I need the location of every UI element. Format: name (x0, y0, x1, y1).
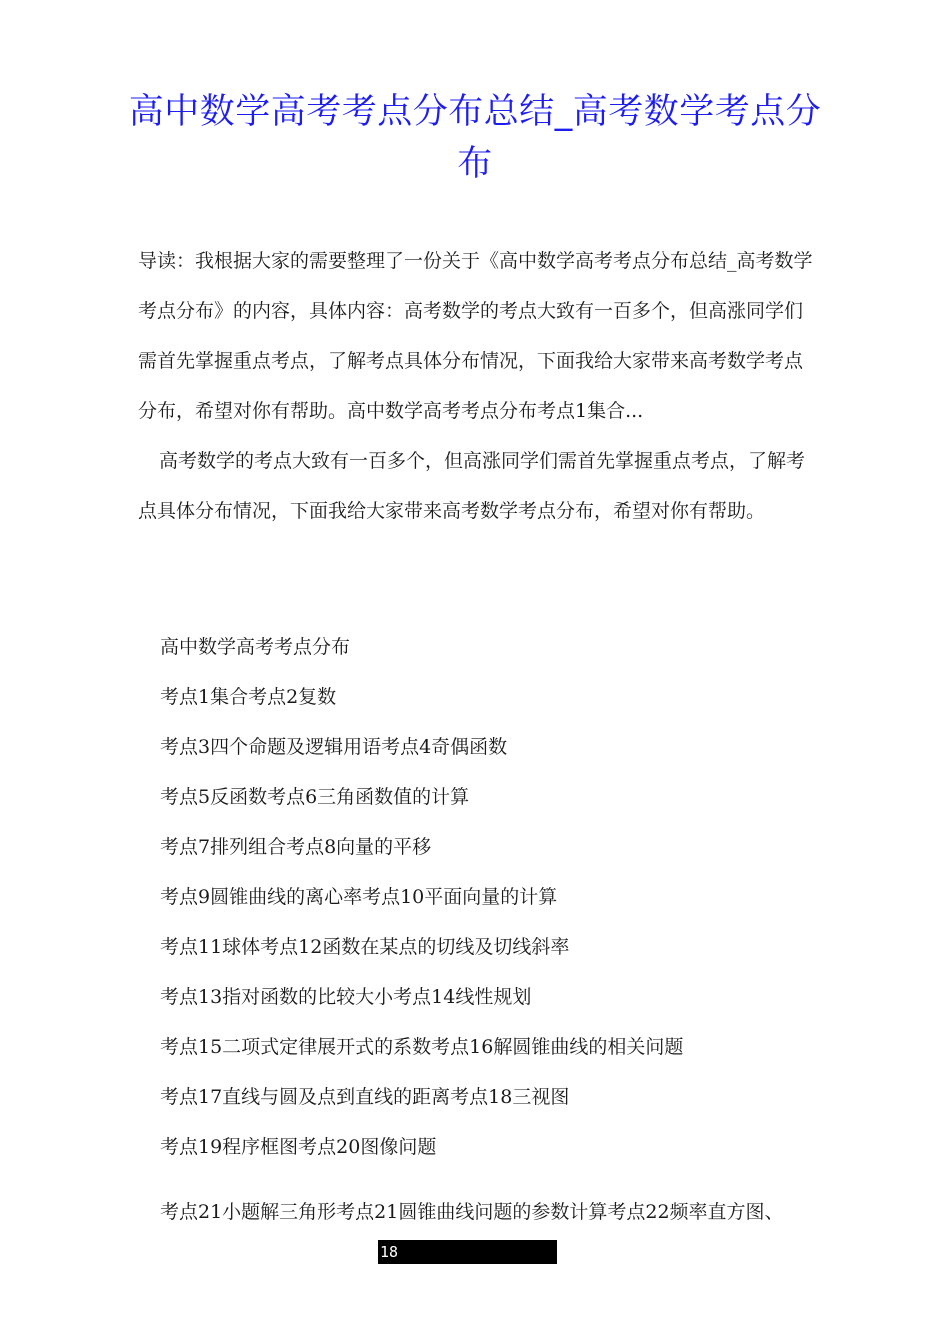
list-item: 考点11球体考点12函数在某点的切线及切线斜率 (160, 936, 570, 958)
list-item: 高中数学高考考点分布 (160, 636, 351, 658)
page-number: 18 (378, 1240, 557, 1264)
intro-paragraph: 导读：我根据大家的需要整理了一份关于《高中数学高考考点分布总结_高考数学考点分布》的内容，具体内容：高考数学的考点大致有一百多个，但高涨同学们需首先掌握重点考点，了解考点具体分布情况，下面我给大家带来高考数学考点分布，希望对你有帮助。高中数学高考考点分布考点1集合... (138, 250, 813, 422)
list-item: 考点1集合考点2复数 (160, 686, 337, 708)
exam-points-list (160, 622, 840, 1172)
last-line: 考点21小题解三角形考点21圆锥曲线问题的参数计算考点22频率直方图、 (160, 1201, 784, 1223)
document-title: 高中数学高考考点分布总结_高考数学考点分布 (128, 92, 822, 184)
intro-section (138, 236, 818, 536)
list-item: 考点13指对函数的比较大小考点14线性规划 (160, 986, 532, 1008)
body-paragraph: 高考数学的考点大致有一百多个，但高涨同学们需首先掌握重点考点，了解考点具体分布情况，下面我给大家带来高考数学考点分布，希望对你有帮助。 (138, 450, 806, 522)
list-item: 考点9圆锥曲线的离心率考点10平面向量的计算 (160, 886, 558, 908)
list-item: 考点15二项式定律展开式的系数考点16解圆锥曲线的相关问题 (160, 1036, 684, 1058)
list-item: 考点7排列组合考点8向量的平移 (160, 836, 432, 858)
list-item: 考点17直线与圆及点到直线的距离考点18三视图 (160, 1086, 570, 1108)
list-item: 考点5反函数考点6三角函数值的计算 (160, 786, 470, 808)
list-item: 考点3四个命题及逻辑用语考点4奇偶函数 (160, 736, 508, 758)
list-item: 考点19程序框图考点20图像问题 (160, 1136, 437, 1158)
